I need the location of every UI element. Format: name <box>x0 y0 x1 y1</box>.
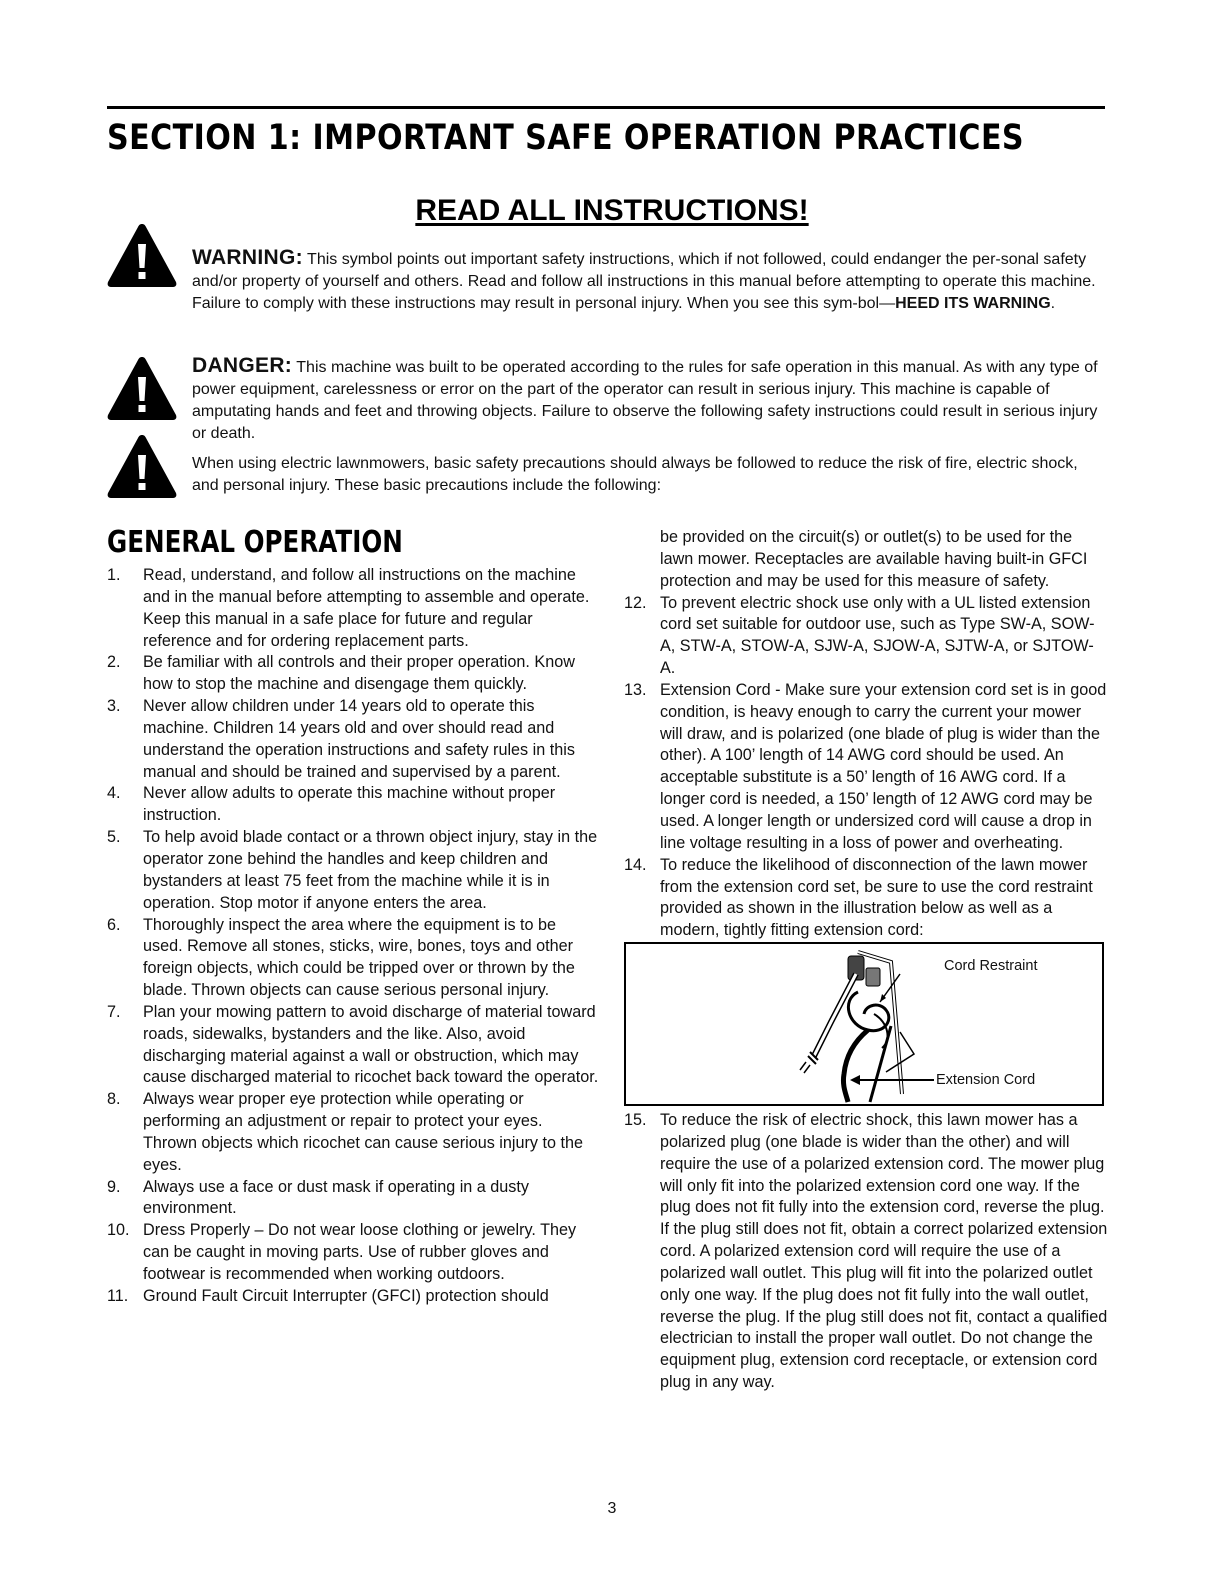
item-number: 7. <box>107 1002 121 1021</box>
item-text: Always use a face or dust mask if operating in a dusty environment. <box>143 1177 529 1218</box>
danger-text: This machine was built to be operated according to the rules for safe operation in this manual. As with any type of power equipment, carelessness or error on the part of the operator can result in serious injury. This machine is capable of amputating hands and feet and throwing objects. Failure to observe the following safety instructions could result in serious injury or death. <box>192 359 1098 442</box>
item-text: Always wear proper eye protection while operating or performing an adjustment or repair to protect your eyes. Thrown objects which ricochet can cause serious injury to the eyes. <box>143 1090 583 1174</box>
item-number: 5. <box>107 828 121 847</box>
item-text: To prevent electric shock use only with a UL listed extension cord set suitable for outdoor use, such as Type SW-A, SOW-A, STW-A, STOW-A, SJW-A, SJOW-A, SJTW-A, or SJTOW-A. <box>660 593 1095 678</box>
list-item <box>624 855 1108 942</box>
list-item <box>107 1286 599 1308</box>
item-number: 3. <box>107 697 121 716</box>
item-text: To reduce the likelihood of disconnection of the lawn mower from the extension cord set, be sure to use the cord restraint provided as shown in the illustration below as well as a modern, tightly fitting extension cord: <box>660 855 1093 940</box>
list-item <box>624 1110 1108 1394</box>
item-number: 2. <box>107 653 121 672</box>
top-rule <box>107 106 1105 109</box>
item-text: To reduce the risk of electric shock, this lawn mower has a polarized plug (one blade is wider than the other) and will require the use of a polarized extension cord. The mower plug will only fit into the polarized extension cord one way. If the plug does not fit fully into the extension cord, reverse the plug. If the plug still does not fit, obtain a correct polarized extension cord. A polarized extension cord will require the use of a polarized wall outlet. This plug will fit into the polarized outlet only one way. If the plug does not fit fully into the wall outlet, reverse the plug. If the plug still does not fit, contact a qualified electrician to install the proper wall outlet. Do not change the equipment plug, extension cord receptacle, or extension cord plug in any way. <box>660 1111 1108 1392</box>
right-column <box>624 527 1108 1394</box>
warning-label: WARNING: <box>192 246 303 269</box>
item-number: 11. <box>107 1286 129 1305</box>
item-text: Extension Cord - Make sure your extension cord set is in good condition, is heavy enough to carry the current your mower will draw, and is polarized (one blade of plug is wider than the other). A 100’ length of 14 AWG cord should be used. An acceptable substitute is a 50’ length of 16 AWG cord. If a longer cord is needed, a 150’ length of 12 AWG cord may be used. A longer length or undersized cord will cause a drop in line voltage resulting in a loss of power and overheating. <box>660 680 1107 852</box>
danger-paragraph <box>192 355 1104 445</box>
item-number: 10. <box>107 1221 130 1240</box>
warning-triangle-icon <box>106 222 178 288</box>
item-number: 9. <box>107 1177 121 1196</box>
item-11-continued: be provided on the circuit(s) or outlet(s) to be used for the lawn mower. Receptacles are available having built-in GFCI protection and may be used for this measure of safety. <box>660 528 1088 590</box>
list-item <box>107 783 599 827</box>
electric-precautions-text: When using electric lawnmowers, basic safety precautions should always be followed to reduce the risk of fire, electric shock, and personal injury. These basic precautions include the following: <box>192 455 1078 494</box>
list-item <box>107 565 599 652</box>
list-item <box>107 1089 599 1176</box>
item-number: 6. <box>107 915 121 934</box>
warning-paragraph <box>192 247 1104 315</box>
read-all-instructions-heading: READ ALL INSTRUCTIONS! <box>415 194 809 227</box>
list-item <box>107 1177 599 1221</box>
cord-restraint-figure <box>624 942 1104 1106</box>
item-number: 4. <box>107 784 121 803</box>
electric-precautions-paragraph <box>192 453 1104 497</box>
left-column <box>107 524 599 1308</box>
item-text: Never allow children under 14 years old to operate this machine. Children 14 years old and over should read and understand the operation instructions and safety rules in this manual and should be trained and supervised by a parent. <box>143 697 575 781</box>
list-item <box>107 1220 599 1286</box>
item-number: 14. <box>624 855 647 874</box>
list-item <box>624 593 1108 680</box>
danger-triangle-icon <box>106 355 178 421</box>
item-text: Be familiar with all controls and their proper operation. Know how to stop the machine and disengage them quickly. <box>143 653 575 694</box>
list-item <box>624 680 1108 855</box>
cord-restraint-label: Cord Restraint <box>944 958 1038 975</box>
danger-label: DANGER: <box>192 354 293 377</box>
mower-handle-illustration <box>796 944 936 1104</box>
general-operation-heading: GENERAL OPERATION <box>107 525 403 560</box>
item-number: 13. <box>624 680 647 699</box>
page-number: 3 <box>607 1500 617 1517</box>
item-text: Ground Fault Circuit Interrupter (GFCI) protection should <box>143 1286 549 1305</box>
heed-warning-text: HEED ITS WARNING <box>895 295 1051 312</box>
warning-text: This symbol points out important safety instructions, which if not followed, could endanger the per-sonal safety and/or property of yourself and others. Read and follow all instructions in this manual before attempting to operate this machine. Failure to comply with these instructions may result in personal injury. When you see this sym-bol— <box>192 251 1096 312</box>
item-text: To help avoid blade contact or a thrown object injury, stay in the operator zone behind the handles and keep children and bystanders at least 75 feet from the machine while it is in operation. Stop motor if anyone enters the area. <box>143 828 598 912</box>
list-item <box>107 652 599 696</box>
item-text: Read, understand, and follow all instructions on the machine and in the manual before attempting to assemble and operate. Keep this manual in a safe place for future and regular reference and for ordering replacement parts. <box>143 566 590 650</box>
warning-end: . <box>1050 295 1056 312</box>
item-text: Dress Properly – Do not wear loose clothing or jewelry. They can be caught in moving parts. Use of rubber gloves and footwear is recommended when working outdoors. <box>143 1221 577 1283</box>
list-item <box>107 696 599 783</box>
item-number: 1. <box>107 566 121 584</box>
item-text: Thoroughly inspect the area where the equipment is to be used. Remove all stones, sticks, wire, bones, toys and other foreign objects, which could be tripped over or thrown by the blade. Thrown objects can cause serious personal injury. <box>143 915 575 1000</box>
list-item <box>107 827 599 914</box>
list-item <box>107 1002 599 1089</box>
item-number: 12. <box>624 593 647 612</box>
caution-triangle-icon <box>106 433 178 499</box>
list-item <box>107 915 599 1002</box>
item-number: 15. <box>624 1111 647 1130</box>
item-text: Never allow adults to operate this machine without proper instruction. <box>143 784 556 825</box>
section-title: SECTION 1: IMPORTANT SAFE OPERATION PRACTICES <box>107 118 1025 158</box>
extension-cord-label: Extension Cord <box>936 1072 1036 1089</box>
item-number: 8. <box>107 1090 121 1109</box>
item-text: Plan your mowing pattern to avoid discharge of material toward roads, sidewalks, bystanders and the like. Also, avoid discharging material against a wall or obstruction, which may cause discharged material to ricochet back toward the operator. <box>143 1002 599 1087</box>
